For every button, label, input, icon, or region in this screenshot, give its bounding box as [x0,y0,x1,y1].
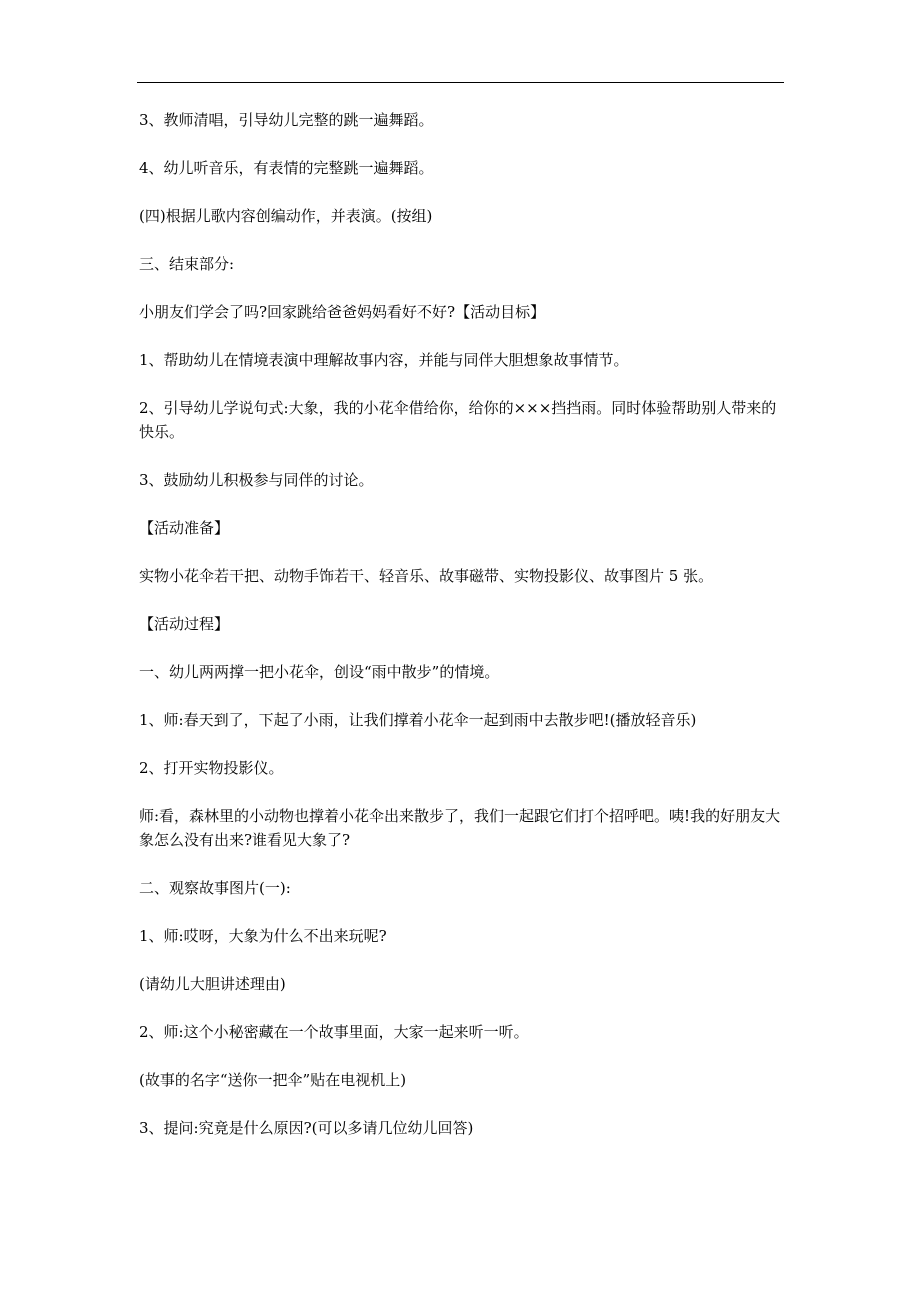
paragraph: 2、师:这个小秘密藏在一个故事里面，大家一起来听一听。 [139,1023,529,1041]
paragraph: (故事的名字“送你一把伞”贴在电视机上) [139,1071,407,1089]
paragraph: 师:看，森林里的小动物也撑着小花伞出来散步了，我们一起跟它们打个招呼吧。咦!我的好朋友大象怎么没有出来?谁看见大象了? [139,807,781,849]
paragraph: 一、幼儿两两撑一把小花伞，创设“雨中散步”的情境。 [139,663,500,681]
section-heading: 二、观察故事图片(一): [139,879,291,897]
paragraph: 小朋友们学会了吗?回家跳给爸爸妈妈看好不好?【活动目标】 [139,303,546,321]
paragraph: 2、引导幼儿学说句式:大象，我的小花伞借给你，给你的×××挡挡雨。同时体验帮助别人带来的快乐。 [139,399,777,441]
paragraph: 1、师:哎呀，大象为什么不出来玩呢? [139,927,387,945]
header-rule [137,82,784,83]
paragraph: 3、教师清唱，引导幼儿完整的跳一遍舞蹈。 [139,111,434,129]
section-heading: 【活动准备】 [139,519,230,537]
paragraph: 1、师:春天到了，下起了小雨，让我们撑着小花伞一起到雨中去散步吧!(播放轻音乐) [139,711,697,729]
paragraph: (请幼儿大胆讲述理由) [139,975,286,993]
paragraph: 3、鼓励幼儿积极参与同伴的讨论。 [139,471,374,489]
document-body [139,108,787,1164]
paragraph: 3、提问:究竟是什么原因?(可以多请几位幼儿回答) [139,1119,474,1137]
paragraph: 1、帮助幼儿在情境表演中理解故事内容，并能与同伴大胆想象故事情节。 [139,351,629,369]
paragraph: 2、打开实物投影仪。 [139,759,284,777]
paragraph: 实物小花伞若干把、动物手饰若干、轻音乐、故事磁带、实物投影仪、故事图片 5 张。 [139,567,714,585]
paragraph: 4、幼儿听音乐，有表情的完整跳一遍舞蹈。 [139,159,434,177]
section-heading: 【活动过程】 [139,615,230,633]
paragraph: (四)根据儿歌内容创编动作，并表演。(按组) [139,207,433,225]
section-heading: 三、结束部分: [139,255,235,273]
